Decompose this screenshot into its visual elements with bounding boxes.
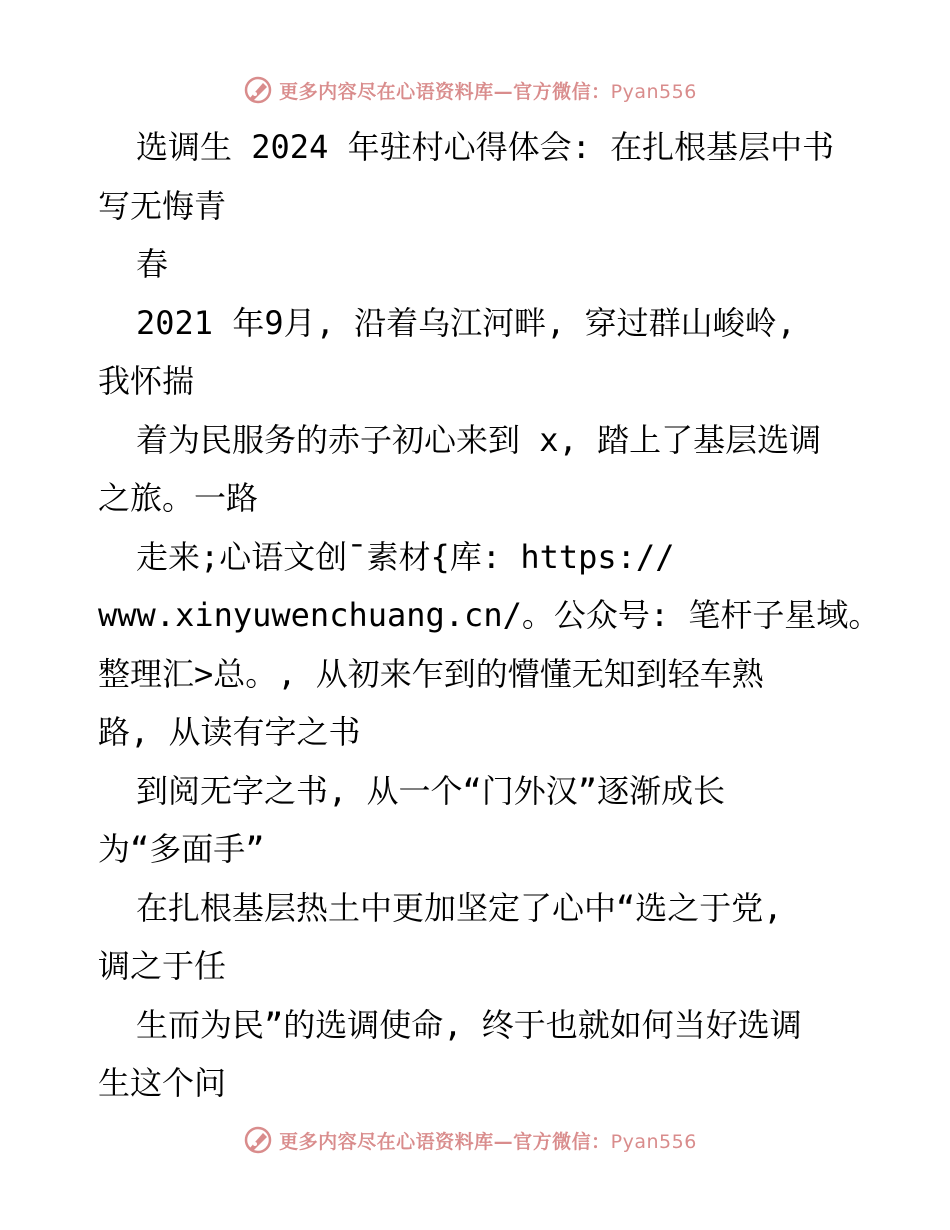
pen-nib-circle-icon <box>243 1125 273 1155</box>
header-banner-contact: Pyan556 <box>610 80 697 103</box>
body-text-line: 之旅。一路 <box>98 479 259 517</box>
footer-banner <box>0 1120 950 1160</box>
header-banner-text: 更多内容尽在心语资料库—官方微信： <box>279 80 611 103</box>
body-text-line: 为“多面手” <box>98 830 265 868</box>
body-text-line: 在扎根基层热土中更加坚定了心中“选之于党, <box>136 888 783 927</box>
body-text-line: 路, 从读有字之书 <box>98 713 361 751</box>
body-text-line: 到阅无字之书, 从一个“门外汉”逐渐成长 <box>136 771 726 810</box>
body-text-line: 2021 年9月, 沿着乌江河畔, 穿过群山峻岭, <box>136 303 796 342</box>
body-text-line: 走来;心语文创¯素材{库: https:// <box>136 537 675 576</box>
body-text-line: 整理汇>总。, 从初来乍到的懵懂无知到轻车熟 <box>98 654 764 693</box>
footer-banner-contact: Pyan556 <box>610 1130 697 1153</box>
pen-nib-circle-icon <box>243 75 273 105</box>
body-text-line: 我怀揣 <box>98 362 195 400</box>
body-text-line: www.xinyuwenchuang.cn/。公众号: 笔杆子星域。 <box>98 596 881 634</box>
body-text-line: 着为民服务的赤子初心来到 x, 踏上了基层选调 <box>136 420 822 459</box>
body-text-line: 写无悔青 <box>98 186 227 225</box>
body-text-line: 选调生 2024 年驻村心得体会: 在扎根基层中书 <box>136 128 835 166</box>
body-text-line: 调之于任 <box>98 947 227 985</box>
header-banner <box>0 70 950 110</box>
footer-banner-text: 更多内容尽在心语资料库—官方微信： <box>279 1130 611 1153</box>
body-text-line: 生这个问 <box>98 1064 227 1102</box>
body-text-line: 春 <box>136 245 169 283</box>
body-text-line: 生而为民”的选调使命, 终于也就如何当好选调 <box>136 1005 802 1044</box>
document-body <box>98 118 898 1113</box>
